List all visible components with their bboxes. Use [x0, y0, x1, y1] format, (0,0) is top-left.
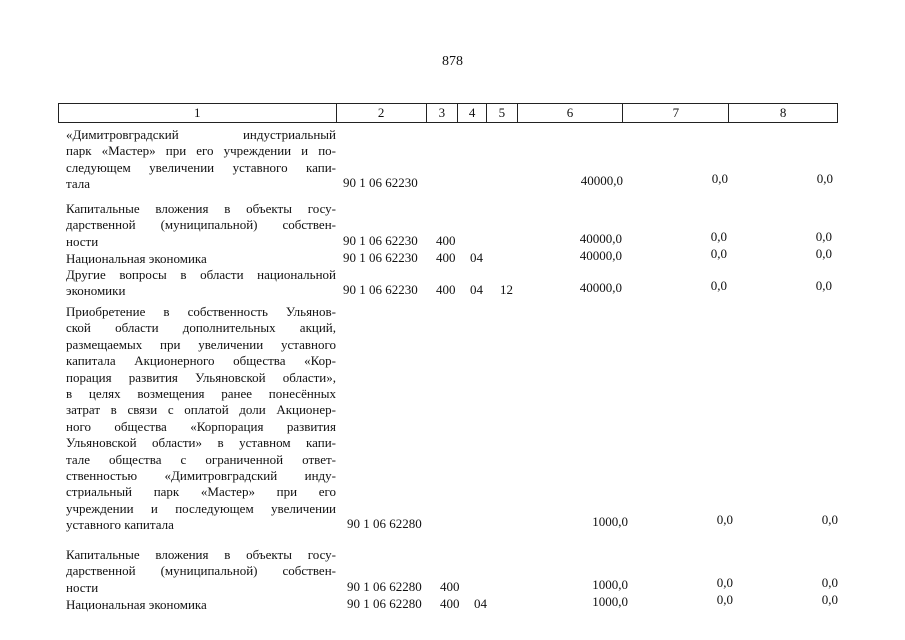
description-line: размещаемых при увеличении уставного [66, 336, 336, 352]
target-code: 90 1 06 62230 [343, 232, 418, 248]
row-description [66, 127, 336, 193]
row-description [66, 201, 336, 250]
description-line: уставного капитала [66, 517, 174, 533]
description-line: Национальная экономика [66, 251, 207, 266]
description-line: ности [66, 233, 99, 249]
header-col-2: 2 [336, 104, 426, 123]
expense-type: 400 [436, 250, 456, 265]
row-description [66, 251, 336, 267]
description-line: Национальная экономика [66, 597, 207, 612]
description-line: Другие вопросы в области национальной [66, 267, 336, 282]
description-line: экономики [66, 283, 126, 299]
row-description [66, 267, 336, 300]
description-line: стриальный парк «Мастер» при его [66, 484, 336, 500]
amount-col-6: 40000,0 [579, 230, 622, 246]
header-row [59, 104, 838, 123]
target-code: 90 1 06 62280 [347, 596, 422, 611]
description-line: ного общества «Корпорация развития [66, 418, 336, 434]
description-line: ственностью «Димитровградский инду- [66, 468, 336, 484]
amount-col-7: 0,0 [710, 228, 727, 244]
description-line: ности [66, 579, 99, 595]
target-code: 90 1 06 62230 [343, 282, 418, 298]
subsection-code: 12 [500, 282, 513, 298]
description-line: «Димитровградский индустриальный [66, 127, 336, 142]
expense-type: 400 [436, 282, 456, 298]
amount-col-7: 0,0 [716, 592, 733, 607]
amount-col-8: 0,0 [815, 228, 832, 244]
section-code: 04 [470, 250, 483, 265]
amount-col-7: 0,0 [710, 278, 727, 294]
description-line: дарственной (муниципальной) собствен- [66, 217, 336, 233]
target-code: 90 1 06 62280 [347, 578, 422, 594]
description-line: Приобретение в собственность Ульянов- [66, 304, 336, 319]
target-code: 90 1 06 62230 [343, 175, 418, 191]
description-line: затрат в связи с оплатой доли Акционер- [66, 402, 336, 418]
header-col-8: 8 [729, 104, 838, 123]
target-code: 90 1 06 62280 [347, 516, 422, 532]
amount-col-7: 0,0 [710, 246, 727, 261]
row-description [66, 304, 336, 534]
expense-type: 400 [440, 578, 460, 594]
description-line: дарственной (муниципальной) собствен- [66, 563, 336, 579]
description-line: парк «Мастер» при его учреждении и по- [66, 143, 336, 159]
expense-type: 400 [436, 232, 456, 248]
header-col-3: 3 [426, 104, 458, 123]
header-col-4: 4 [458, 104, 487, 123]
amount-col-6: 1000,0 [592, 576, 628, 592]
amount-col-6: 1000,0 [592, 594, 628, 609]
amount-col-8: 0,0 [821, 592, 838, 607]
amount-col-7: 0,0 [716, 574, 733, 590]
description-line: учреждении и последующем увеличении [66, 500, 336, 516]
description-line: капитала Акционерного общества «Кор- [66, 353, 336, 369]
section-code: 04 [474, 596, 487, 611]
section-code: 04 [470, 282, 483, 298]
amount-col-7: 0,0 [716, 512, 733, 528]
amount-col-6: 40000,0 [580, 173, 623, 189]
description-line: Ульяновской области» в уставном капи- [66, 435, 336, 451]
expense-type: 400 [440, 596, 460, 611]
amount-col-8: 0,0 [821, 512, 838, 528]
row-description [66, 597, 336, 613]
header-col-5: 5 [486, 104, 517, 123]
amount-col-6: 40000,0 [579, 280, 622, 296]
amount-col-7: 0,0 [711, 171, 728, 187]
target-code: 90 1 06 62230 [343, 250, 418, 265]
header-col-7: 7 [623, 104, 729, 123]
description-line: тале общества с ограниченной ответ- [66, 451, 336, 467]
description-line: порация развития Ульяновской области», [66, 369, 336, 385]
amount-col-8: 0,0 [815, 246, 832, 261]
amount-col-8: 0,0 [816, 171, 833, 187]
table-header [58, 103, 838, 123]
header-col-6: 6 [517, 104, 623, 123]
description-line: Капитальные вложения в объекты госу- [66, 201, 336, 216]
description-line: тала [66, 176, 90, 192]
description-line: Капитальные вложения в объекты госу- [66, 547, 336, 562]
description-line: ской области дополнительных акций, [66, 320, 336, 336]
amount-col-6: 1000,0 [592, 514, 628, 530]
description-line: следующем увеличении уставного капи- [66, 159, 336, 175]
row-description [66, 547, 336, 596]
page-number: 878 [442, 54, 463, 69]
amount-col-6: 40000,0 [579, 248, 622, 263]
description-line: в целях возмещения ранее понесённых [66, 386, 336, 402]
amount-col-8: 0,0 [821, 574, 838, 590]
header-col-1: 1 [59, 104, 337, 123]
amount-col-8: 0,0 [815, 278, 832, 294]
